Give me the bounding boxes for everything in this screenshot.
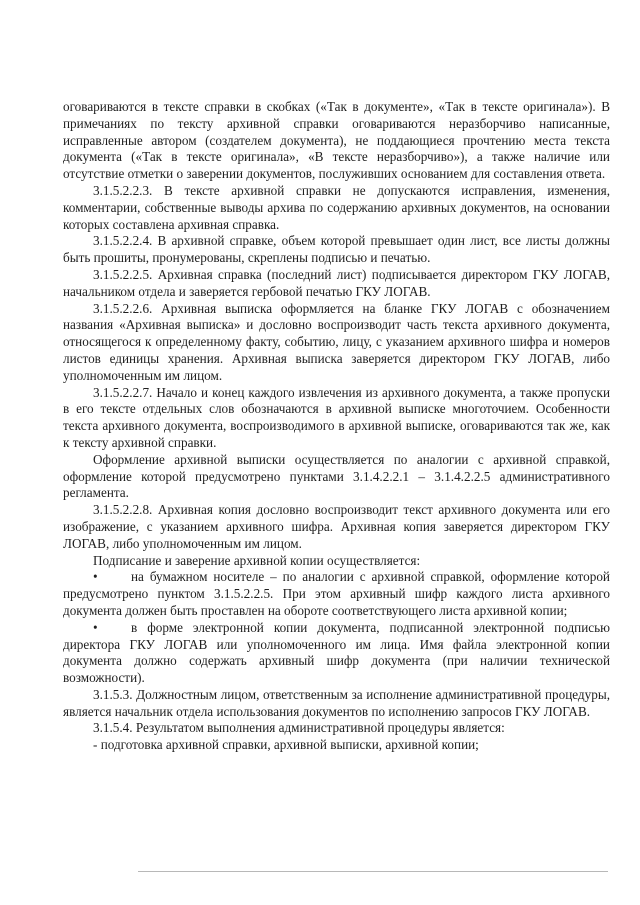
bullet-text: в форме электронной копии документа, подписанной электронной подписью директора ГКУ ЛОГАВ или уполномоченного им лица. Имя файла электронной копии документа должно содержать архивный шифр документа (при наличии технической возможности). [63, 619, 610, 686]
scan-edge-line [138, 871, 608, 872]
paragraph-3-1-5-3: 3.1.5.3. Должностным лицом, ответственным за исполнение административной процедуры, является начальник отдела использования документов по исполнению запросов ГКУ ЛОГАВ. [63, 686, 610, 719]
paragraph-3-1-5-2-2-8: 3.1.5.2.2.8. Архивная копия дословно воспроизводит текст архивного документа или его изображение, с указанием архивного шифра. Архивная копия заверяется директором ГКУ ЛОГАВ, либо уполномоченным им лицом. [63, 502, 610, 551]
bullet-item-electronic [63, 620, 610, 687]
bullet-marker: • [93, 569, 98, 585]
bullet-text: на бумажном носителе – по аналогии с архивной справкой, оформление которой предусмотрено пунктом 3.1.5.2.2.5. При этом архивный шифр каждого листа архивного документа должен быть проставлен на обороте соответствующего листа архивной копии; [63, 569, 610, 618]
paragraph-3-1-5-4: 3.1.5.4. Результатом выполнения административной процедуры является: [93, 720, 505, 736]
paragraph-copy-signing: Подписание и заверение архивной копии осуществляется: [93, 552, 421, 568]
bullet-item-paper [63, 569, 610, 619]
paragraph-continuation: оговариваются в тексте справки в скобках («Так в документе», «Так в тексте оригинала»). В примечаниях по тексту архивной справки оговариваются неразборчиво написанные, исправленные автором (создателем документа), не поддающиеся прочтению места текста документа («Так в тексте оригинала», «В тексте неразборчиво»), а также наличие или отсутствие отметки о заверении документов, послуживших основанием для составления ответа. [63, 99, 610, 182]
paragraph-3-1-5-2-2-4: 3.1.5.2.2.4. В архивной справке, объем которой превышает один лист, все листы должны быть прошиты, пронумерованы, скреплены подписью и печатью. [63, 233, 610, 266]
document-body [63, 99, 610, 754]
paragraph-result-item: - подготовка архивной справки, архивной выписки, архивной копии; [93, 737, 479, 753]
paragraph-3-1-5-2-2-7: 3.1.5.2.2.7. Начало и конец каждого извлечения из архивного документа, а также пропуски в его тексте отдельных слов обозначаются в архивной выписке многоточием. Особенности текста архивного документа, воспроизводимого в архивной выписке, оговариваются так же, как к тексту архивной справки. [63, 384, 610, 450]
paragraph-3-1-5-2-2-6: 3.1.5.2.2.6. Архивная выписка оформляется на бланке ГКУ ЛОГАВ с обозначением названия «Архивная выписка» и дословно воспроизводит часть текста архивного документа, относящегося к определенному факту, событию, лицу, с указанием архивного шифра и номеров листов единицы хранения. Архивная выписка заверяется директором ГКУ ЛОГАВ, либо уполномоченным им лицом. [63, 300, 610, 383]
paragraph-extract-format: Оформление архивной выписки осуществляется по аналогии с архивной справкой, оформление которой предусмотрено пунктами 3.1.4.2.2.1 – 3.1.4.2.2.5 административного регламента. [63, 451, 610, 501]
paragraph-3-1-5-2-2-3: 3.1.5.2.2.3. В тексте архивной справки не допускаются исправления, изменения, комментарии, собственные выводы архива по содержанию архивных документов, на основании которых составлена архивная справка. [63, 182, 610, 232]
paragraph-3-1-5-2-2-5: 3.1.5.2.2.5. Архивная справка (последний лист) подписывается директором ГКУ ЛОГАВ, начальником отдела и заверяется гербовой печатью ГКУ ЛОГАВ. [63, 266, 610, 299]
bullet-marker: • [93, 619, 98, 635]
